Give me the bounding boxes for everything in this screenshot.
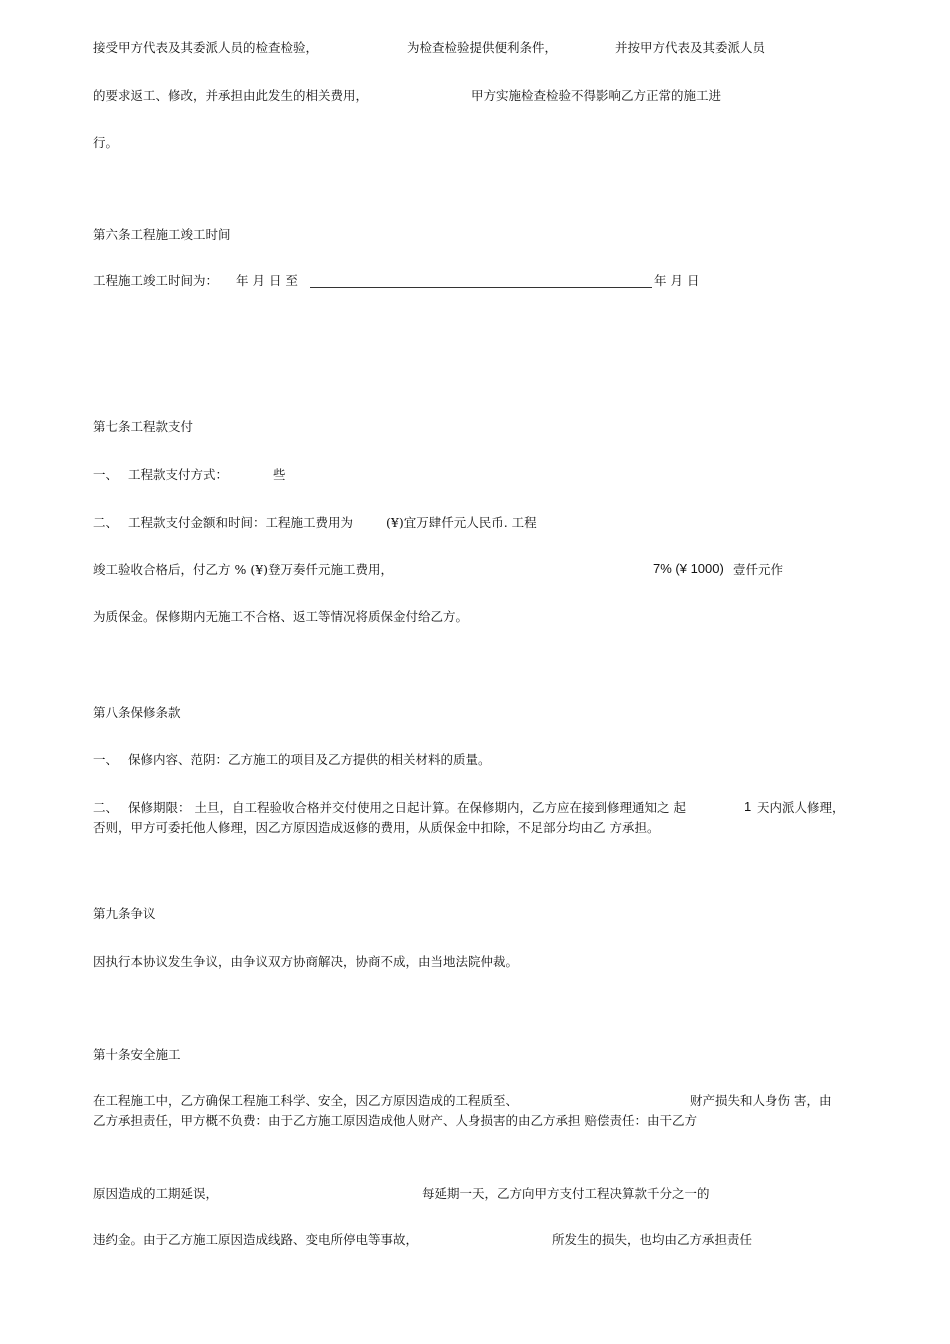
paragraph-line: 的要求返工、修改，并承担由此发生的相关费用， — [93, 88, 369, 103]
paragraph-line: 壹仟元作 — [733, 562, 784, 577]
item-text: 天内派人修理， — [757, 800, 845, 815]
paragraph-line: 所发生的损失，也均由乙方承担责任 — [552, 1232, 753, 1247]
item-text: 保修期限： 土旦，自工程验收合格并交付使用之日起计算。在保修期内，乙方应在接到修理通知之 起 — [128, 800, 686, 815]
completion-time-label: 工程施工竣工时间为： — [93, 273, 219, 288]
paragraph-line: 每延期一天，乙方向甲方支付工程决算款千分之一的 — [422, 1186, 710, 1201]
paragraph-line: 为检查检验提供便利条件， — [407, 40, 558, 55]
article-6-title: 第六条工程施工竣工时间 — [93, 227, 231, 242]
article-10-title: 第十条安全施工 — [93, 1047, 181, 1062]
item-number: 一、 — [93, 467, 119, 482]
item-value: (¥)宜万肆仟元人民币. 工程 — [386, 515, 537, 530]
paragraph-line: 因执行本协议发生争议，由争议双方协商解决，协商不成，由当地法院仲裁。 — [93, 954, 519, 969]
date-end: 年 月 日 — [654, 273, 700, 288]
paragraph-line: 在工程施工中，乙方确保工程施工科学、安全，因乙方原因造成的工程质至、 — [93, 1093, 519, 1108]
item-number: 二、 — [93, 800, 119, 815]
paragraph-line: 否则，甲方可委托他人修理，因乙方原因造成返修的费用，从质保金中扣除，不足部分均由乙 方承担。 — [93, 820, 660, 835]
paragraph-line: 竣工验收合格后，付乙方 % (¥)登万奏仟元施工费用， — [93, 562, 394, 577]
paragraph-line: 并按甲方代表及其委派人员 — [615, 40, 766, 55]
paragraph-line: 为质保金。保修期内无施工不合格、返工等情况将质保金付给乙方。 — [93, 609, 469, 624]
item-text: 工程款支付方式： — [128, 467, 229, 482]
item-text: 保修内容、范阴：乙方施工的项目及乙方提供的相关材料的质量。 — [128, 752, 491, 767]
date-underline — [310, 287, 652, 288]
item-number: 一、 — [93, 752, 119, 767]
paragraph-line: 甲方实施检查检验不得影响乙方正常的施工进 — [471, 88, 722, 103]
item-number: 二、 — [93, 515, 119, 530]
quality-deposit-amount: 7% (¥ 1000) — [653, 561, 724, 576]
repair-days: 1 — [744, 799, 752, 814]
item-value: 些 — [273, 467, 286, 482]
article-9-title: 第九条争议 — [93, 906, 156, 921]
paragraph-line: 财产损失和人身伤 害，由 — [690, 1093, 832, 1108]
item-text: 工程款支付金额和时间：工程施工费用为 — [128, 515, 354, 530]
paragraph-line: 行。 — [93, 135, 119, 150]
paragraph-line: 违约金。由于乙方施工原因造成线路、变电所停电等事故， — [93, 1232, 419, 1247]
paragraph-line: 乙方承担责任，甲方概不负费：由于乙方施工原因造成他人财产、人身损害的由乙方承担 赔偿责任：由干乙方 — [93, 1113, 697, 1128]
date-start: 年 月 日 至 — [236, 273, 298, 288]
paragraph-line: 原因造成的工期延误， — [93, 1186, 219, 1201]
paragraph-line: 接受甲方代表及其委派人员的检查检验， — [93, 40, 319, 55]
article-7-title: 第七条工程款支付 — [93, 419, 194, 434]
article-8-title: 第八条保修条款 — [93, 705, 181, 720]
